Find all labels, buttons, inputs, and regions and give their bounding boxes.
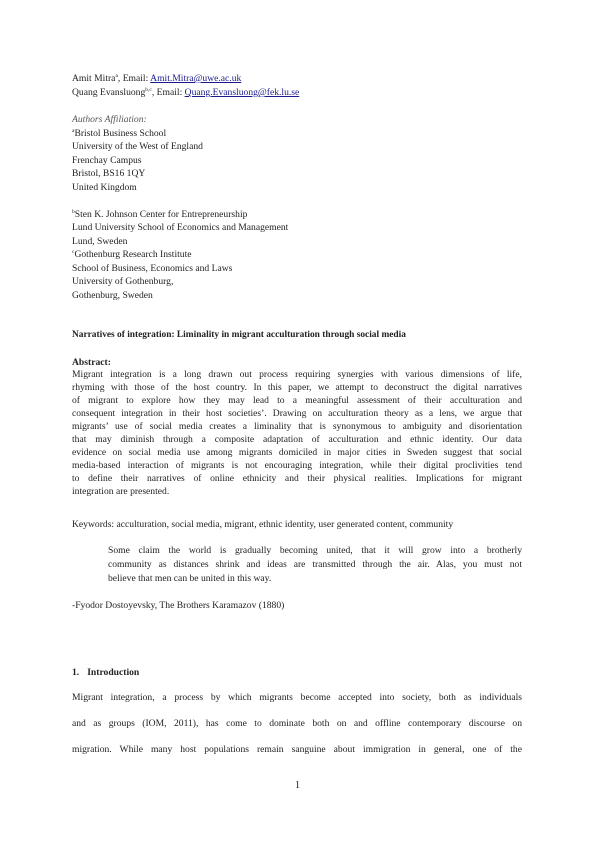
epigraph-quote [108, 544, 522, 586]
abstract-line: of migrant to explore how they may lead to a meaningful assessment of their acculturation and [72, 395, 522, 406]
author-email-link[interactable]: Amit.Mitra@uwe.ac.uk [150, 73, 242, 84]
epigraph-line: believe that men can be united in this way. [108, 573, 272, 584]
affiliation-line: Lund, Sweden [72, 236, 128, 247]
abstract-line: Migrant integration is a long drawn out process requiring synergies with various dimensions of life, [72, 369, 522, 380]
affiliation-line: Gothenburg, Sweden [72, 290, 153, 301]
abstract-body [72, 368, 522, 498]
abstract-line: consequent integration in their host societies’. Drawing on acculturation theory as a lens, we argue that [72, 408, 522, 419]
abstract-line: evidence on social media use among migrants domiciled in major cities in Sweden suggest that social [72, 447, 522, 458]
affiliation-line: $^b$Sten K. Johnson Center for Entrepreneurship [72, 208, 248, 220]
abstract-line: integration are presented. [72, 486, 170, 497]
abstract-line: rhyming with those of the host country. In this paper, we attempt to deconstruct the digital narratives [72, 382, 522, 393]
epigraph-line: Some claim the world is gradually becoming united, that it will grow into a brotherly [108, 545, 522, 556]
section-number: 1. [72, 667, 80, 678]
keywords: Keywords: acculturation, social media, migrant, ethnic identity, user generated content, community [72, 519, 454, 530]
abstract-line: that may diminish through a composite adaptation of acculturation and ethnic identity. Our data [72, 434, 522, 445]
introduction-line: and as groups (IOM, 2011), has come to dominate both on and offline contemporary discourse on [72, 718, 522, 729]
abstract-heading: Abstract: [72, 357, 111, 368]
affiliation-heading: Authors Affiliation: [72, 114, 147, 125]
affiliation-superscript: a [72, 127, 75, 134]
page-number: 1 [294, 780, 301, 791]
affiliation-superscript: b [72, 208, 75, 215]
affiliation-line: $^c$Gothenburg Research Institute [72, 248, 192, 260]
abstract-line: to define their narratives of online ethnicity and their physical realities. Implications for migrant [72, 473, 522, 484]
section-heading-introduction [72, 666, 139, 679]
affiliation-line: Lund University School of Economics and Management [72, 222, 289, 233]
email-label: , Email: [151, 87, 185, 98]
affiliation-line: School of Business, Economics and Laws [72, 263, 233, 274]
affiliation-superscript: c [72, 248, 75, 255]
affiliation-line: $^a$Bristol Business School [72, 127, 167, 139]
author-email-link[interactable]: Quang.Evansluong@fek.lu.se [184, 87, 300, 98]
author-superscript: b,c [145, 86, 152, 93]
abstract-line: migrants’ use of social media creates a liminality that is synonymous to ambiguity and disorientation [72, 421, 522, 432]
affiliation-line: University of Gothenburg, [72, 276, 174, 287]
author-name: Quang Evansluong [72, 87, 146, 98]
section-title: Introduction [87, 667, 140, 678]
affiliation-line: Bristol, BS16 1QY [72, 168, 146, 179]
introduction-line: Migrant integration, a process by which migrants become accepted into society, both as individuals [72, 692, 522, 703]
abstract-line: media-based interaction of migrants is not encouraging integration, while their digital proclivities tend [72, 460, 522, 471]
author-name: Amit Mitra [72, 73, 116, 84]
introduction-line: migration. While many host populations remain sanguine about immigration in general, one of the [72, 744, 522, 755]
author-superscript: a [115, 72, 118, 79]
epigraph-line: community as distances shrink and ideas are transmitted through the air. Alas, you must not [108, 559, 522, 570]
affiliation-line: United Kingdom [72, 182, 137, 193]
author-line-1 [72, 72, 241, 85]
author-line-2 [72, 86, 299, 99]
email-label: , Email: [117, 73, 151, 84]
paper-title: Narratives of integration: Liminality in migrant acculturation through social media [72, 330, 406, 340]
affiliation-line: University of the West of England [72, 141, 203, 152]
affiliation-line: Frenchay Campus [72, 155, 142, 166]
epigraph-attribution: -Fyodor Dostoyevsky, The Brothers Karamazov (1880) [72, 600, 285, 611]
